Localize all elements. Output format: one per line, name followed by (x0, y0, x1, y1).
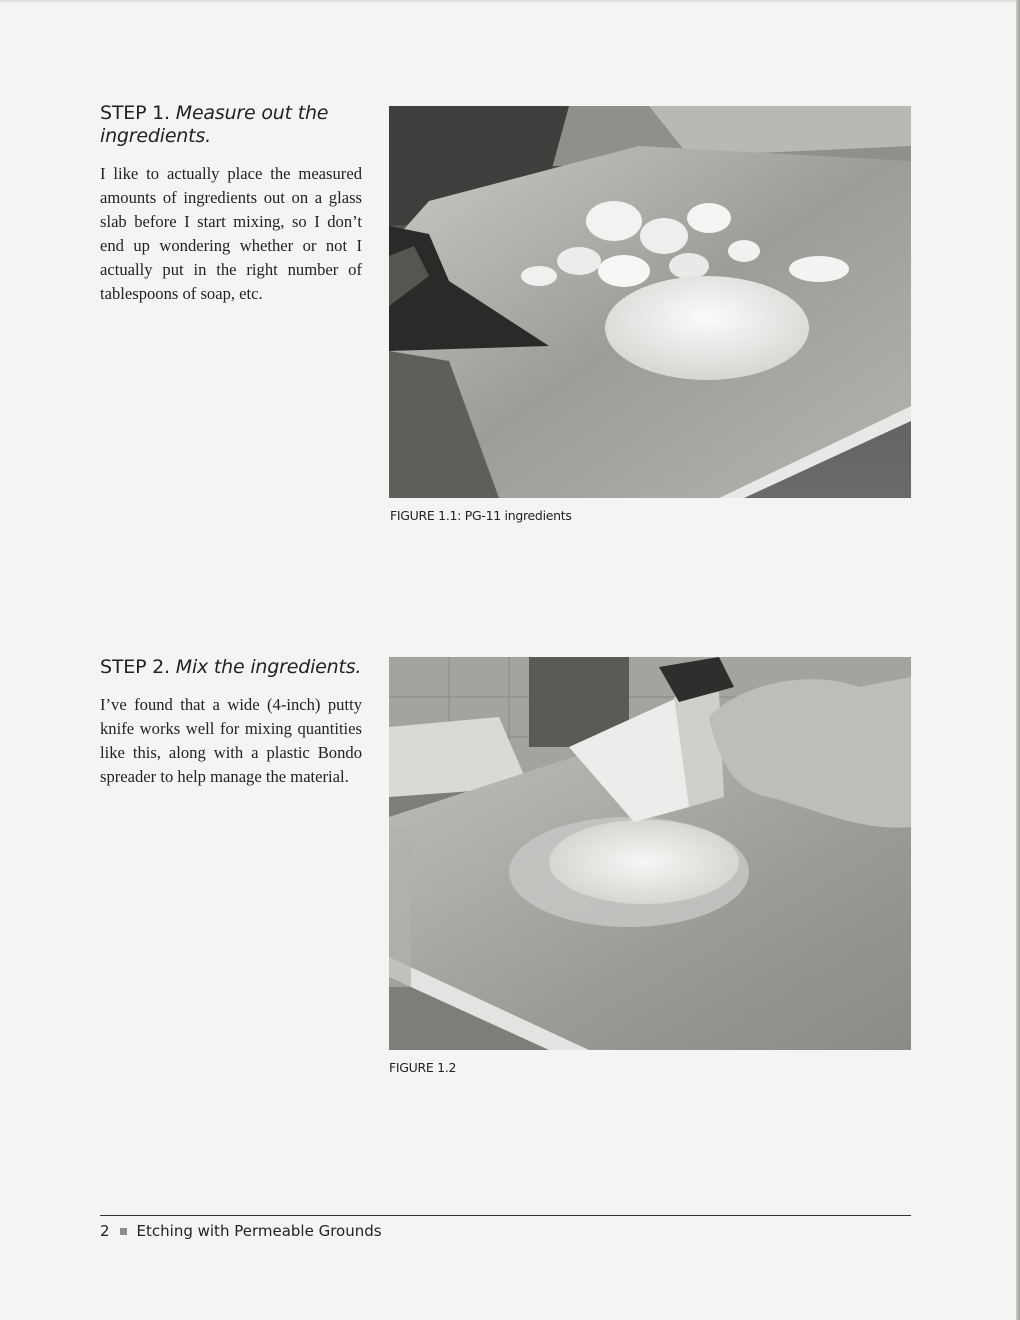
footer-rule (100, 1215, 911, 1216)
page-edge-top (0, 0, 1020, 3)
figure-2 (389, 657, 911, 1075)
figure-1 (389, 106, 911, 523)
page-number: 2 (100, 1222, 110, 1240)
step-1-heading (100, 102, 362, 148)
step-1 (100, 102, 362, 306)
step-2-number: STEP 2. (100, 656, 170, 678)
step-1-number: STEP 1. (100, 102, 170, 124)
figure-1-caption: FIGURE 1.1: PG-11 ingredients (390, 508, 572, 523)
square-bullet-icon (120, 1228, 127, 1235)
step-2-title: Mix the ingredients. (175, 656, 362, 678)
page-footer (100, 1222, 382, 1240)
figure-1-photo (389, 106, 911, 498)
figure-2-caption: FIGURE 1.2 (389, 1060, 457, 1075)
step-1-title: Measure out the ingredients. (100, 102, 329, 147)
step-2 (100, 656, 362, 789)
step-1-body: I like to actually place the measured amounts of ingredients out on a glass slab before I start mixing, so I don’t end up wondering whether or not I actually put in the right number of tablespoons of soap, etc. (100, 164, 362, 303)
page-edge-right (1016, 0, 1020, 1320)
running-footer-title: Etching with Permeable Grounds (136, 1222, 382, 1240)
step-2-body: I’ve found that a wide (4-inch) putty knife works well for mixing quantities like this, along with a plastic Bondo spreader to help manage the material. (100, 695, 362, 786)
step-2-heading (100, 656, 362, 679)
figure-2-photo (389, 657, 911, 1050)
